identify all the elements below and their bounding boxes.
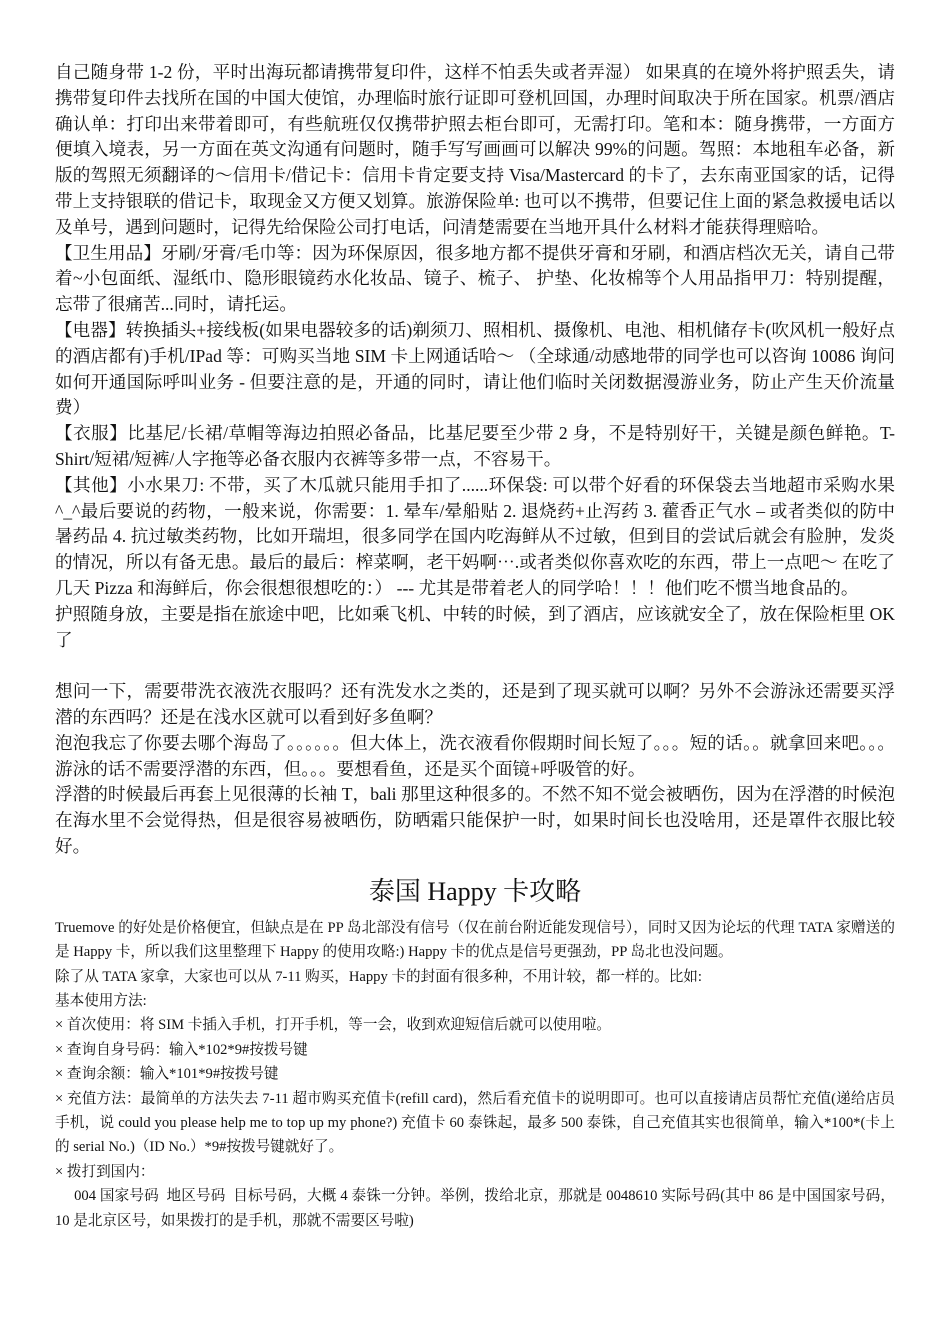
- happy-card-section: [55, 916, 895, 1233]
- paragraph-documents: 自己随身带 1-2 份，平时出海玩都请携带复印件，这样不怕丢失或者弄湿） 如果真的在境外将护照丢失，请携带复印件去找所在国的中国大使馆，办理临时旅行证即可登机回国，办理时间取决于所在国家。机票/酒店确认单：打印出来带着即可，有些航班仅仅携带护照去柜台即可，无需打印。笔和本：随身携带，一方面方便填入境表，另一方面在英文沟通有问题时，随手写写画画可以解决 99%的问题。驾照：本地租车必备，新版的驾照无须翻译的～信用卡/借记卡：信用卡肯定要支持 Visa/Mastercard 的卡了，去东南亚国家的话，记得带上支持银联的借记卡，取现金又方便又划算。旅游保险单: 也可以不携带，但要记住上面的紧急救援电话以及单号，遇到问题时，记得先给保险公司打电话，问清楚需要在当地开具什么材料才能获得理赔哈。: [55, 62, 895, 237]
- paragraph-question: 想问一下，需要带洗衣液洗衣服吗？还有洗发水之类的，还是到了现买就可以啊？另外不会游泳还需要买浮潜的东西吗？还是在浅水区就可以看到好多鱼啊？: [55, 681, 895, 727]
- paragraph-intro: Truemove 的好处是价格便宜，但缺点是在 PP 岛北部没有信号（仅在前台附近能发现信号），同时又因为论坛的代理 TATA 家赠送的是 Happy 卡，所以我们这里整理下 Happy 的使用攻略:) Happy 卡的优点是信号更强劲，PP 岛北也没问题。: [55, 919, 895, 961]
- paragraph-snorkel: 浮潜的时候最后再套上见很薄的长袖 T，bali 那里这种很多的。不然不知不觉会被晒伤，因为在浮潜的时候泡在海水里不会觉得热，但是很容易被晒伤，防晒霜只能保护一时，如果时间长也没啥用，还是罩件衣服比较好。: [55, 784, 895, 856]
- paragraph-dial-format: 004 国家号码 地区号码 目标号码，大概 4 泰铢一分钟。举例，拨给北京，那就是 0048610 实际号码(其中 86 是中国国家号码，10 是北京区号，如果拨打的是手机，那就不需要区号啦): [55, 1188, 896, 1229]
- paragraph-where-to-buy: 除了从 TATA 家拿，大家也可以从 7-11 购买，Happy 卡的封面有很多种，不用计较，都一样的。比如:: [55, 968, 702, 985]
- paragraph-others: 【其他】小水果刀: 不带，买了木瓜就只能用手扣了......环保袋: 可以带个好看的环保袋去当地超市采购水果^_^最后要说的药物，一般来说，你需要：1. 晕车/晕船贴 2. 退烧药+止泻药 3. 藿香正气水 – 或者类似的防中暑药品 4. 抗过敏类药物，比如开瑞坦，很多同学在国内吃海鲜从不过敏，但到目的尝试后就会有脸肿，发炎的情况，所以有备无患。最后的最后：榨菜啊，老干妈啊⋯.或者类似你喜欢吃的东西，带上一点吧～ 在吃了几天 Pizza 和海鲜后，你会很想很想吃的：） --- 尤其是带着老人的同学哈！！！他们吃不惯当地食品的。: [55, 474, 895, 598]
- section-title: 泰国 Happy 卡攻略: [368, 876, 582, 906]
- paragraph-toiletries: 【卫生用品】牙刷/牙膏/毛巾等：因为环保原因，很多地方都不提供牙膏和牙刷，和酒店档次无关，请自己带着~小包面纸、湿纸巾、隐形眼镜药水化妆品、镜子、梳子、 护垫、化妆棉等个人用品指甲刀：特别提醒，忘带了很痛苦...同时，请托运。: [55, 242, 895, 315]
- list-item-check-number: × 查询自身号码：输入*102*9#按拨号键: [55, 1041, 308, 1058]
- paragraph-electronics: 【电器】转换插头+接线板(如果电器较多的话)剃须刀、照相机、摄像机、电池、相机储存卡(吹风机一般好点的酒店都有)手机/IPad 等：可购买当地 SIM 卡上网通话哈～ （全球通/动感地带的同学也可以咨询 10086 询问如何开通国际呼叫业务 - 但要注意的是，开通的同时，请让他们临时关闭数据漫游业务，防止产生天价流量费）: [55, 319, 895, 418]
- list-item-check-balance: × 查询余额：输入*101*9#按拨号键: [55, 1066, 279, 1083]
- list-item-first-use: × 首次使用：将 SIM 卡插入手机，打开手机，等一会，收到欢迎短信后就可以使用啦。: [55, 1017, 611, 1034]
- paragraph-answer: 泡泡我忘了你要去哪个海岛了。。。。。。但大体上，洗衣液看你假期时间长短了。。。短的话。。就拿回来吧。。。游泳的话不需要浮潜的东西，但。。。要想看鱼，还是买个面镜+呼吸管的好。: [55, 732, 895, 779]
- paragraph-clothes: 【衣服】比基尼/长裙/草帽等海边拍照必备品，比基尼要至少带 2 身，不是特别好干，关键是颜色鲜艳。T-Shirt/短裙/短裤/人字拖等必备衣服内衣裤等多带一点，不容易干。: [55, 423, 895, 469]
- list-item-call-china: × 拨打到国内：: [55, 1163, 155, 1180]
- paragraph-basic-usage: 基本使用方法:: [55, 992, 147, 1009]
- paragraph-passport: 护照随身放，主要是指在旅途中吧，比如乘飞机、中转的时候，到了酒店，应该就安全了，放在保险柜里 OK 了: [55, 603, 895, 650]
- list-item-top-up: × 充值方法：最简单的方法失去 7-11 超市购买充值卡(refill card)，然后看充值卡的说明即可。也可以直接请店员帮忙充值(递给店员手机，说 could you please help me to top up my phone?) 充值卡 60 泰铢起，最多 500 泰铢，自己充值其实也很简单，输入*100*(卡上的 serial No.)（ID No.）*9#按拨号键就好了。: [55, 1090, 895, 1156]
- blank-line: [55, 653, 895, 679]
- packing-tips-section: [55, 60, 895, 860]
